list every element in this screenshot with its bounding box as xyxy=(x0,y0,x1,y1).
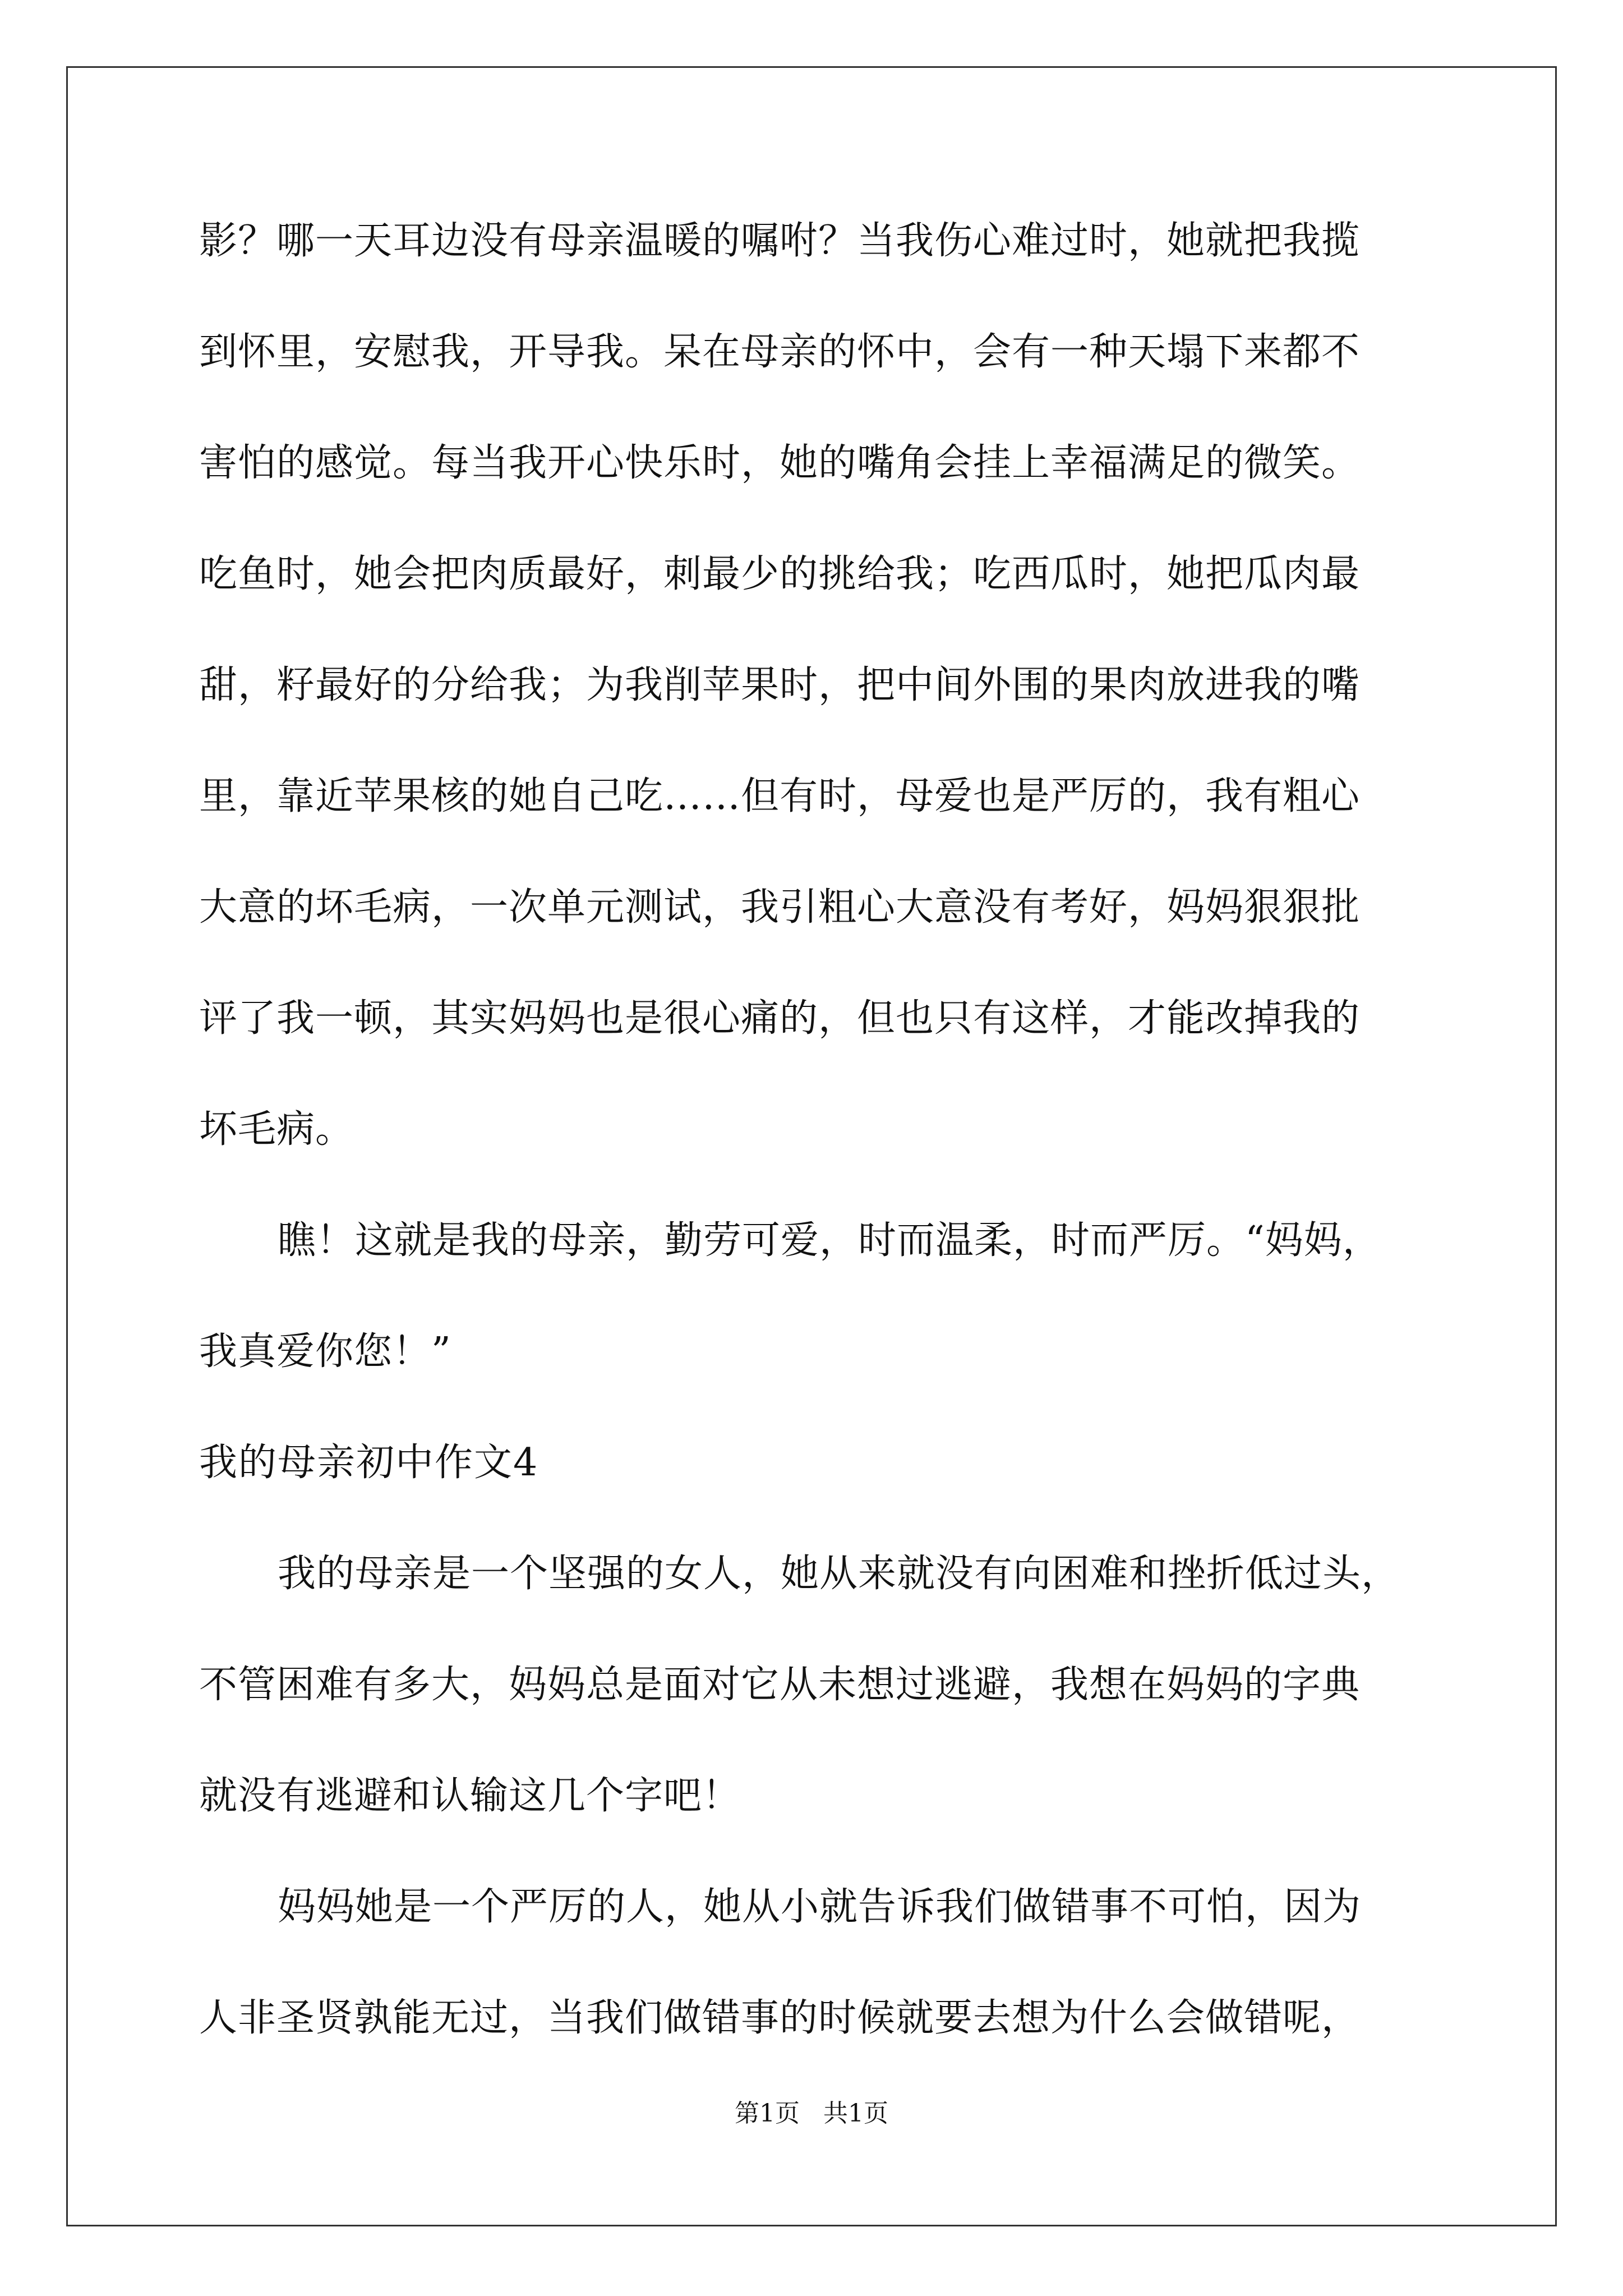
paragraph-start-line: 妈妈她是一个严厉的人，她从小就告诉我们做错事不可怕，因为 xyxy=(278,1885,1362,1929)
text-line: 就没有逃避和认输这几个字吧！ xyxy=(199,1774,741,1818)
text-line: 坏毛病。 xyxy=(199,1107,354,1152)
text-line: 人非圣贤孰能无过，当我们做错事的时候就要去想为什么会做错呢， xyxy=(199,1996,1361,2040)
text-line: 我真爱你您！” xyxy=(199,1329,451,1374)
text-line: 害怕的感觉。每当我开心快乐时，她的嘴角会挂上幸福满足的微笑。 xyxy=(199,441,1361,485)
page-number-footer: 第1页 共1页 xyxy=(735,2099,888,2128)
text-line: 大意的坏毛病，一次单元测试，我引粗心大意没有考好，妈妈狠狠批 xyxy=(199,885,1361,930)
document-body xyxy=(199,219,1433,2107)
paragraph-start-line: 瞧！这就是我的母亲，勤劳可爱，时而温柔，时而严厉。“妈妈， xyxy=(278,1218,1381,1263)
section-heading: 我的母亲初中作文4 xyxy=(199,1441,539,1485)
text-line: 不管困难有多大，妈妈总是面对它从未想过逃避，我想在妈妈的字典 xyxy=(199,1663,1361,1707)
text-line: 到怀里，安慰我，开导我。呆在母亲的怀中，会有一种天塌下来都不 xyxy=(199,330,1361,374)
text-line: 甜，籽最好的分给我；为我削苹果时，把中间外围的果肉放进我的嘴 xyxy=(199,663,1361,707)
text-line: 影？哪一天耳边没有母亲温暖的嘱咐？当我伤心难过时，她就把我揽 xyxy=(199,219,1361,263)
paragraph-start-line: 我的母亲是一个坚强的女人，她从来就没有向困难和挫折低过头， xyxy=(278,1552,1400,1596)
text-line: 吃鱼时，她会把肉质最好，刺最少的挑给我；吃西瓜时，她把瓜肉最 xyxy=(199,552,1361,596)
text-line: 里，靠近苹果核的她自己吃……但有时，母爱也是严厉的，我有粗心 xyxy=(199,774,1361,818)
text-line: 评了我一顿，其实妈妈也是很心痛的，但也只有这样，才能改掉我的 xyxy=(199,996,1361,1041)
